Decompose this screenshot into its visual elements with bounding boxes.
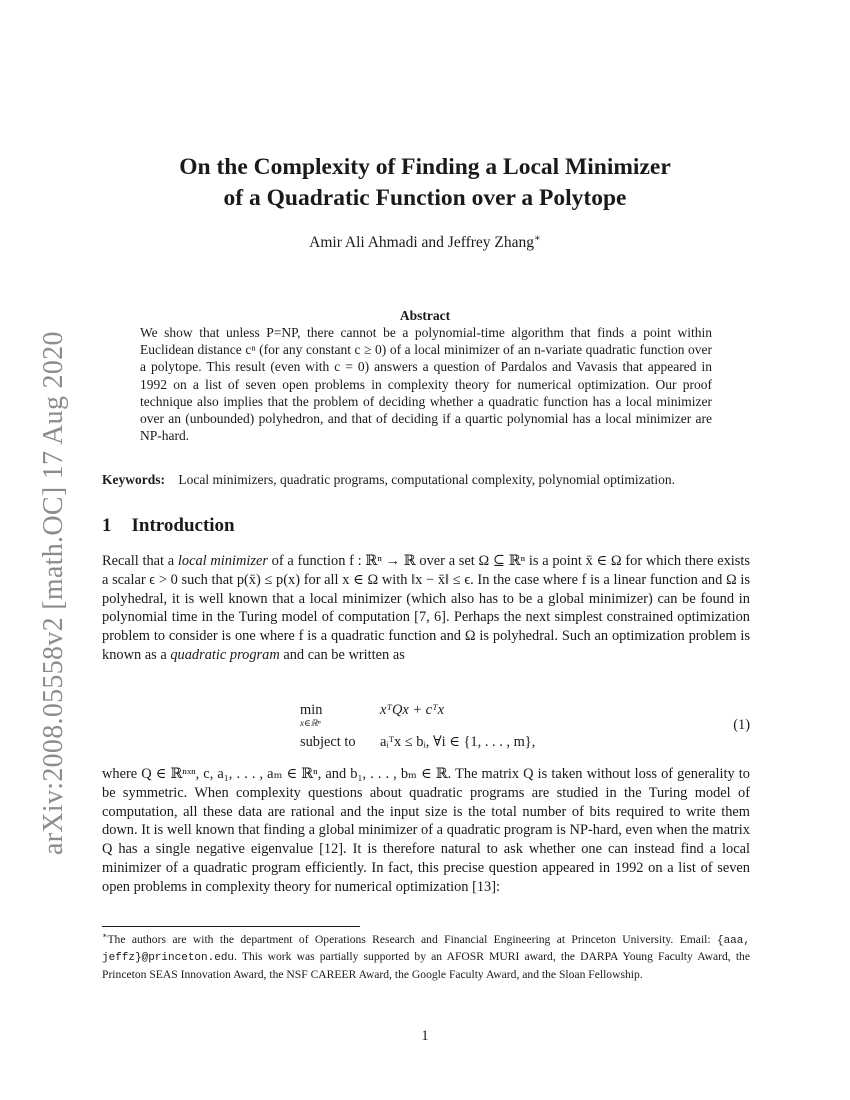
intro-paragraph-2: where Q ∈ ℝⁿˣⁿ, c, a₁, . . . , aₘ ∈ ℝⁿ, and b₁, . . . , bₘ ∈ ℝ. The matrix Q is taken without loss of generality to be symmetric. When complexity questions about quadratic programs are studied in the Turing model of computation, all these data are rational and the input size is the total number of bits required to write them down. It is well known that finding a global minimizer of a quadratic program is NP-hard, even when the matrix Q has a single negative eigenvalue [12]. It is therefore natural to ask whether one can instead find a local minimizer of a quadratic program efficiently. In fact, this precise question appeared in 1992 on a list of seven open problems in complexity theory for numerical optimization [13]: (102, 766, 750, 895)
para1-text-a: Recall that a (102, 553, 178, 569)
author-footnote-mark: ∗ (534, 233, 541, 244)
arxiv-identifier-stamp: arXiv:2008.05558v2 [math.OC] 17 Aug 2020 (38, 331, 69, 855)
equation-objective: xᵀQx + cᵀx (380, 702, 444, 718)
para1-text-b: of a function f : ℝⁿ → ℝ over a set Ω ⊆ ℝⁿ is a point x̄ ∈ Ω for which there exists a scalar ϵ > 0 such that p(x̄) ≤ p(x) for all x ∈ Ω with ‖x − x̄‖ ≤ ϵ. In the case where f is a linear function and Ω is polyhedral, it is well known that a local minimizer (which also has to be a global minimizer) can be found in polynomial time in the Turing model of computation [7, 6]. Perhaps the next simplest constrained optimization problem to consider is one where f is a quadratic function and Ω is polyhedral. Such an optimization problem is known as a (102, 553, 750, 663)
title-line-2: of a Quadratic Function over a Polytope (223, 185, 627, 211)
footnote-mark: ∗ (102, 931, 108, 940)
term-quadratic-program: quadratic program (170, 646, 280, 663)
equation-min-subscript: x∈ℝⁿ (300, 718, 321, 728)
authors (100, 233, 750, 252)
footnote-text-a: The authors are with the department of Operations Research and Financial Engineering at Princeton University. Email: (107, 932, 717, 946)
section-heading (102, 515, 235, 537)
para1-text-c: and can be written as (279, 646, 405, 663)
page-number: 1 (421, 1028, 429, 1044)
equation-subject-to: subject to (300, 734, 356, 750)
author-names: Amir Ali Ahmadi and Jeffrey Zhang (309, 234, 535, 252)
intro-paragraph-1 (102, 552, 750, 665)
footnote-divider (102, 926, 360, 927)
abstract-text: We show that unless P=NP, there cannot be a polynomial-time algorithm that finds a point within Euclidean distance cⁿ (for any constant c ≥ 0) of a local minimizer of an n-variate quadratic function over a polytope. This result (even with c = 0) answers a question of Pardalos and Vavasis that appeared in 1992 on a list of seven open problems in complexity theory for numerical optimization. Our proof technique also implies that the problem of deciding whether a quadratic function has a local minimizer over an (unbounded) polyhedron, and that of deciding if a quartic polynomial has a local minimizer are NP-hard. (140, 325, 712, 444)
footnote-text-b: . This work was partially supported by an AFOSR MURI award, the DARPA Young Faculty Award, the Princeton SEAS Innovation Award, the NSF CAREER Award, the Google Faculty Award, and the Sloan Fellowship. (102, 950, 750, 981)
equation-number: (1) (733, 717, 750, 733)
footnote (102, 928, 750, 982)
equation-1 (298, 702, 750, 752)
keywords (102, 472, 762, 488)
footnote-email: {aaa, jeffz}@princeton.edu (102, 934, 750, 965)
title-line-1: On the Complexity of Finding a Local Minimizer (179, 154, 671, 180)
paper-title (100, 152, 750, 214)
section-number: 1 (102, 515, 112, 536)
abstract-heading: Abstract (399, 308, 451, 323)
keywords-text: Local minimizers, quadratic programs, computational complexity, polynomial optimization. (178, 472, 676, 487)
equation-constraint: aᵢᵀx ≤ bᵢ, ∀i ∈ {1, . . . , m}, (380, 734, 536, 750)
equation-min: min (300, 702, 323, 718)
keywords-label: Keywords: (102, 472, 165, 487)
section-title: Introduction (131, 515, 235, 536)
term-local-minimizer: local minimizer (177, 553, 268, 569)
